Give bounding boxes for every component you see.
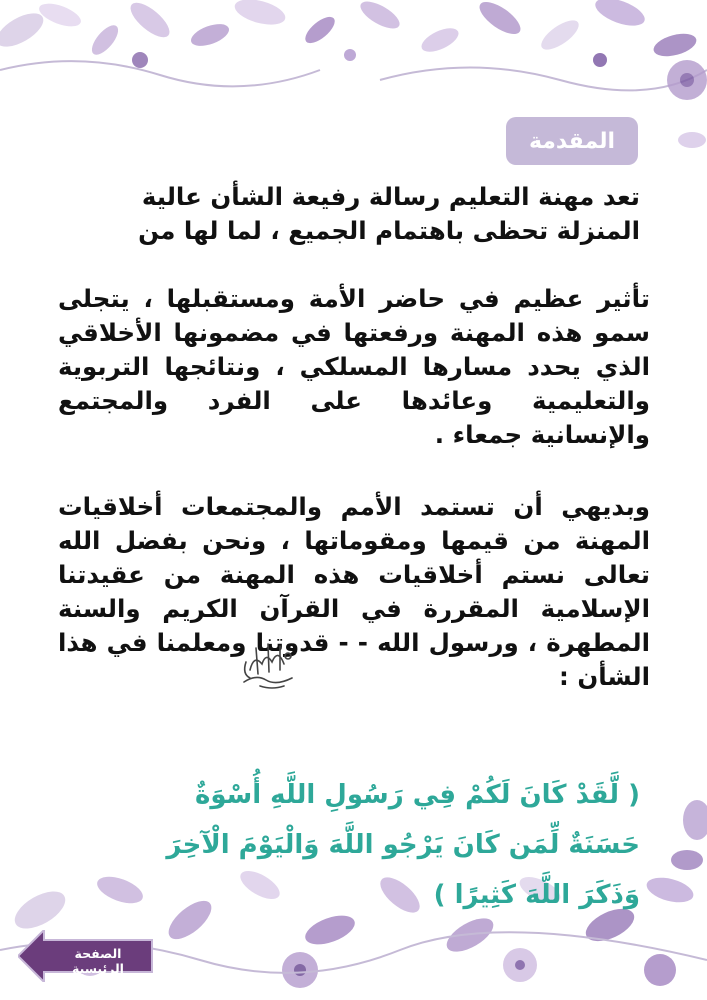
paragraph-ethics: وبديهي أن تستمد الأمم والمجتمعات أخلاقيات المهنة من قيمها ومقوماتها ، ونحن بفضل الله تعالى نستم أخلاقيات هذه المهنة من عقيدتنا الإسلامية المقررة في القرآن الكريم والسنة المطهرة ، ورسول الله - - قدوتنا ومعلمنا في هذا الشأن : (58, 492, 650, 691)
paragraph-impact: تأثير عظيم في حاضر الأمة ومستقبلها ، يتجلى سمو هذه المهنة ورفعتها في مضمونها الأخلاقي الذي يحدد مسارها المسلكي ، ونتائجها التربوية والتعليمية وعائدها على الفرد والمجتمع والإنسانية جمعاء . (58, 284, 650, 449)
home-button-label[interactable]: الصفحة الرئيسية (72, 946, 124, 976)
quran-verse: ( لَّقَدْ كَانَ لَكُمْ فِي رَسُولِ اللَّهِ أُسْوَةٌ حَسَنَةٌ لِّمَن كَانَ يَرْجُو اللَّهَ وَالْيَوْمَ الْآخِرَ وَذَكَرَ اللَّهَ كَثِيرًا ) (166, 780, 640, 910)
calligraphy-salawat-icon (236, 634, 300, 694)
paragraph-intro: تعد مهنة التعليم رسالة رفيعة الشأن عالية المنزلة تحظى باهتمام الجميع ، لما لها من (138, 182, 640, 245)
floral-top-decoration (0, 0, 707, 110)
section-heading-badge (506, 117, 638, 165)
section-heading: المقدمة (528, 128, 616, 154)
